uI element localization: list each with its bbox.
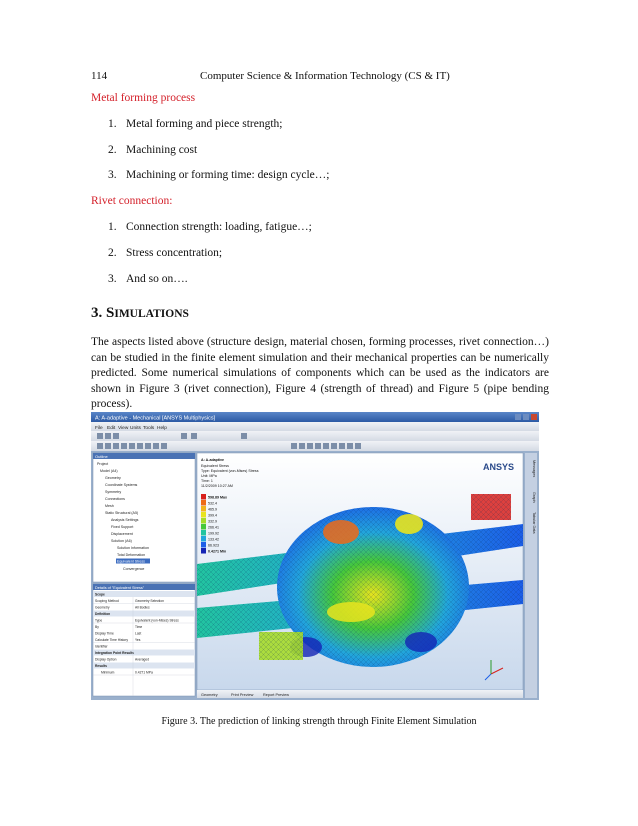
tab-print-preview: Print Preview — [231, 693, 254, 697]
tree-item: Displacement — [111, 532, 133, 536]
svg-text:Equivalent Stress: Equivalent Stress — [201, 464, 229, 468]
legend-swatch — [201, 518, 206, 524]
list-item: 1. Connection strength: loading, fatigue…; — [108, 221, 312, 233]
legend-swatch — [201, 500, 206, 506]
details-header: Details of "Equivalent Stress" — [95, 586, 145, 590]
tree-item: Symmetry — [105, 490, 122, 494]
legend-swatch — [201, 542, 206, 548]
legend-label: 266.41 — [208, 525, 219, 530]
minimize-icon — [515, 414, 521, 420]
svg-text:Display Time: Display Time — [95, 631, 114, 636]
svg-text:Averaged: Averaged — [135, 657, 150, 662]
svg-text:Scope: Scope — [95, 592, 105, 597]
tree-item: Model (A4) — [100, 469, 118, 473]
svg-text:Identifier: Identifier — [95, 644, 108, 649]
svg-text:Integration Point Results: Integration Point Results — [95, 651, 135, 655]
legend-swatch — [201, 512, 206, 518]
maximize-icon — [523, 414, 529, 420]
tree-item: Total Deformation — [117, 553, 146, 557]
section-heading: 3. SIMULATIONS — [91, 305, 189, 321]
menu-item: File — [95, 426, 103, 431]
menu-item: Tools — [143, 426, 155, 431]
svg-text:By: By — [95, 625, 99, 629]
tree-item: Solution (A6) — [111, 539, 132, 543]
list-item: 2. Machining cost — [108, 144, 198, 156]
svg-text:Time: 1: Time: 1 — [201, 479, 213, 483]
close-icon — [531, 414, 537, 420]
svg-text:Geometry Selection: Geometry Selection — [135, 599, 164, 603]
ansys-screenshot-figure — [91, 412, 539, 700]
legend-label: 199.92 — [208, 531, 219, 536]
tab-messages: Messages — [532, 460, 536, 478]
tree-item: Fixed Support — [111, 525, 134, 529]
svg-text:Last: Last — [135, 631, 142, 636]
svg-text:Display Option: Display Option — [95, 657, 117, 662]
list-item: 1. Metal forming and piece strength; — [108, 118, 283, 130]
ansys-logo: ANSYS — [483, 462, 515, 472]
legend-label: 598.89 Max — [208, 495, 227, 500]
tree-item: Solution Information — [117, 546, 149, 550]
svg-text:Results: Results — [95, 664, 107, 668]
page-number: 114 — [91, 70, 108, 82]
window-title: A: A-adaptive - Mechanical [ANSYS Multiphysics] — [95, 415, 216, 422]
svg-text:Geometry: Geometry — [95, 605, 110, 610]
svg-text:Minimum: Minimum — [101, 670, 115, 675]
svg-text:Type: Equivalent (von-Mises) S: Type: Equivalent (von-Mises) Stress — [201, 469, 259, 473]
legend-swatch — [201, 506, 206, 512]
svg-text:All Bodies: All Bodies — [135, 605, 150, 610]
tree-item: Mesh — [105, 504, 114, 508]
svg-text:Yes: Yes — [135, 638, 141, 642]
svg-text:11/2/2009 10:27 AM: 11/2/2009 10:27 AM — [201, 484, 233, 488]
svg-text:Definition: Definition — [95, 612, 111, 616]
list-item: 3. And so on…. — [108, 273, 188, 285]
svg-text:Equivalent (von-Mises) Stress: Equivalent (von-Mises) Stress — [135, 618, 179, 623]
list-item: 3. Machining or forming time: design cycle…; — [108, 169, 330, 181]
tree-item-selected: Equivalent Stress — [117, 559, 145, 564]
tab-graph: Graph — [532, 492, 536, 503]
legend-label: 532.4 — [208, 501, 217, 506]
legend-label: 66.923 — [208, 543, 219, 548]
legend-swatch — [201, 494, 206, 500]
legend-swatch — [201, 524, 206, 530]
legend-label: 399.4 — [208, 513, 217, 518]
heading-metal-forming: Metal forming process — [91, 92, 196, 104]
menu-item: Help — [157, 426, 167, 431]
plot-title: A: A-adaptive — [201, 458, 225, 462]
body-paragraph: The aspects listed above (structure design, material chosen, forming processes, rivet connection…) can be studied in the finite element simulation and their mechanical properties can be numerically predicted. Some numerical simulations of components which can be used as the indicators are shown in Figure 3 (rivet connection), Figure 4 (strength of thread) and Figure 5 (pipe bending process). — [91, 336, 549, 410]
tab-report-preview: Report Preview — [263, 693, 289, 697]
tab-tabular-data: Tabular Data — [532, 512, 536, 534]
list-item: 2. Stress concentration; — [108, 247, 223, 259]
tree-item: Coordinate Systems — [105, 483, 138, 487]
running-header: Computer Science & Information Technology (CS & IT) — [200, 70, 450, 82]
legend-label: 0.4271 Min — [208, 549, 227, 554]
menu-item: Edit — [107, 426, 116, 431]
figure-caption: Figure 3. The prediction of linking strength through Finite Element Simulation — [161, 716, 477, 727]
menu-item: Units — [130, 426, 141, 431]
tree-item: Geometry — [105, 476, 121, 480]
legend-swatch — [201, 536, 206, 542]
tree-item: Static Structural (A5) — [105, 511, 139, 515]
legend-swatch — [201, 530, 206, 536]
svg-text:Unit: MPa: Unit: MPa — [201, 474, 217, 478]
svg-text:Scoping Method: Scoping Method — [95, 599, 119, 603]
tree-item: Analysis Settings — [111, 518, 139, 522]
svg-text:0.4271 MPa: 0.4271 MPa — [135, 670, 153, 675]
outline-header: Outline — [95, 454, 108, 459]
heading-rivet-connection: Rivet connection: — [91, 195, 173, 207]
svg-text:Type: Type — [95, 618, 103, 623]
tab-geometry: Geometry — [201, 693, 218, 697]
legend-label: 465.9 — [208, 507, 217, 512]
tree-item: Convergence — [123, 567, 145, 571]
svg-text:Calculate Time History: Calculate Time History — [95, 638, 128, 642]
menu-item: View — [118, 426, 129, 431]
legend-label: 133.42 — [208, 537, 219, 542]
tree-item: Project — [97, 462, 109, 466]
legend-label: 332.9 — [208, 519, 217, 524]
legend-swatch — [201, 548, 206, 554]
svg-text:Time: Time — [135, 625, 143, 629]
tree-item: Connections — [105, 497, 125, 501]
